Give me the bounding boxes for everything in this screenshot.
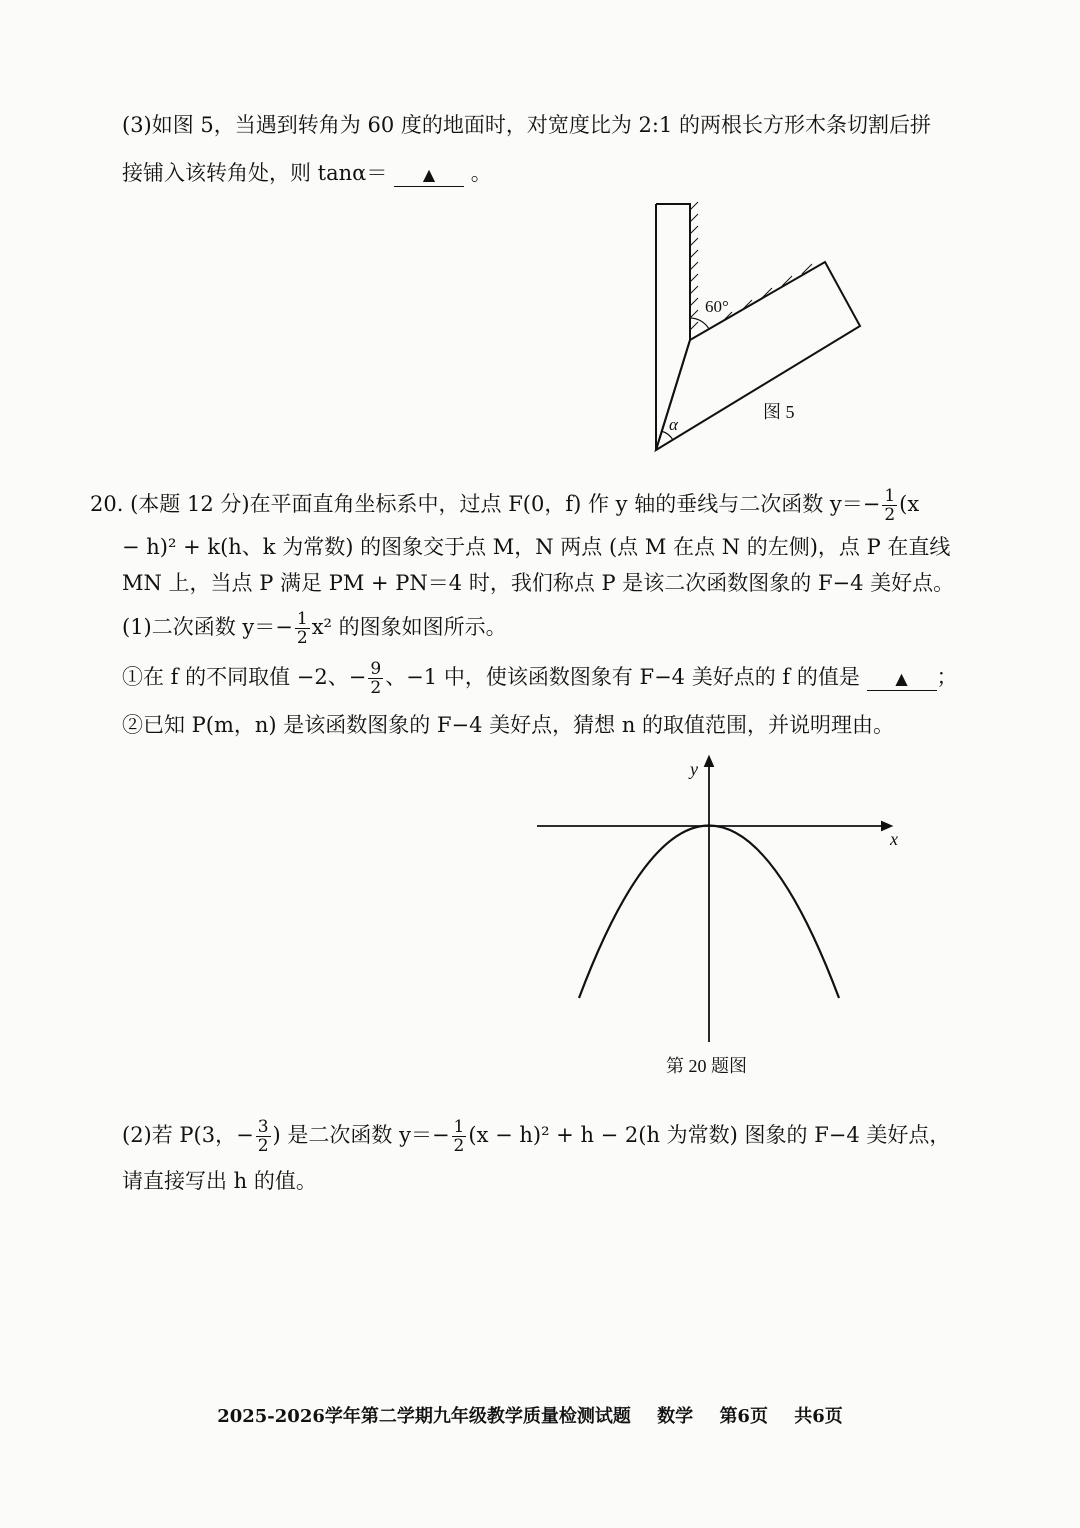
figure-5-caption: 图 5 bbox=[763, 402, 795, 422]
q19-3-line1: (3)如图 5，当遇到转角为 60 度的地面时，对宽度比为 2:1 的两根长方形木条切割后拼 bbox=[122, 113, 931, 137]
fraction-one-half: $\frac{1}{2}$ bbox=[884, 486, 896, 525]
q20-part2-end: (x − h)² + h − 2(h 为常数) 图象的 F−4 美好点， bbox=[468, 1123, 951, 1147]
fraction-one-half: $\frac{1}{2}$ bbox=[296, 609, 308, 648]
y-axis-label: y bbox=[690, 759, 698, 779]
fraction-nine-halves: $\frac{9}{2}$ bbox=[370, 659, 382, 698]
fraction-one-half: $\frac{1}{2}$ bbox=[453, 1117, 465, 1156]
q20-part2-line1 bbox=[122, 1118, 950, 1155]
q20-part2-line2: 请直接写出 h 的值。 bbox=[122, 1169, 317, 1193]
page-footer bbox=[0, 1402, 1080, 1428]
q20-part1-end: x² 的图象如图所示。 bbox=[311, 615, 507, 639]
q20-sub2: ②已知 P(m，n) 是该函数图象的 F−4 美好点，猜想 n 的取值范围，并说明理由。 bbox=[122, 713, 895, 737]
q20-line2: − h)² + k(h、k 为常数) 的图象交于点 M，N 两点 (点 M 在点 N 的左侧)，点 P 在直线 bbox=[122, 535, 951, 559]
answer-blank: ▲ bbox=[394, 164, 464, 187]
q20-sub1-mid: 、−1 中，使该函数图象有 F−4 美好点的 f 的值是 bbox=[385, 665, 860, 689]
q19-3-line2-end: 。 bbox=[470, 161, 492, 185]
figure-20-caption: 第 20 题图 bbox=[666, 1056, 747, 1076]
page-number: 第6页 bbox=[719, 1406, 768, 1427]
page-total: 共6页 bbox=[794, 1406, 843, 1427]
q20-part2-mid: ) 是二次函数 y＝− bbox=[272, 1123, 450, 1147]
exam-title: 2025-2026学年第二学期九年级教学质量检测试题 bbox=[217, 1406, 631, 1427]
question-number: 20. bbox=[90, 492, 124, 516]
angle-60-label: 60° bbox=[705, 297, 729, 316]
x-axis-label: x bbox=[890, 829, 898, 849]
q20-line3: MN 上，当点 P 满足 PM + PN＝4 时，我们称点 P 是该二次函数图象的 F−4 美好点。 bbox=[122, 571, 955, 595]
q20-part2-text: (2)若 P(3，− bbox=[122, 1123, 254, 1147]
alpha-label: α bbox=[669, 415, 678, 434]
answer-blank: ▲ bbox=[867, 668, 937, 691]
fraction-three-halves: $\frac{3}{2}$ bbox=[257, 1117, 269, 1156]
q20-sub1-end: ； bbox=[936, 665, 958, 689]
q20-part1-text: (1)二次函数 y＝− bbox=[122, 615, 293, 639]
q20-line1-text: (本题 12 分)在平面直角坐标系中，过点 F(0，f) 作 y 轴的垂线与二次函数 y＝− bbox=[130, 492, 881, 516]
subject: 数学 bbox=[657, 1406, 694, 1427]
q20-line1-end: (x bbox=[899, 492, 920, 516]
q19-3-line2-text: 接铺入该转角处，则 tanα＝ bbox=[122, 161, 388, 185]
q20-sub1-text: ①在 f 的不同取值 −2、− bbox=[122, 665, 367, 689]
